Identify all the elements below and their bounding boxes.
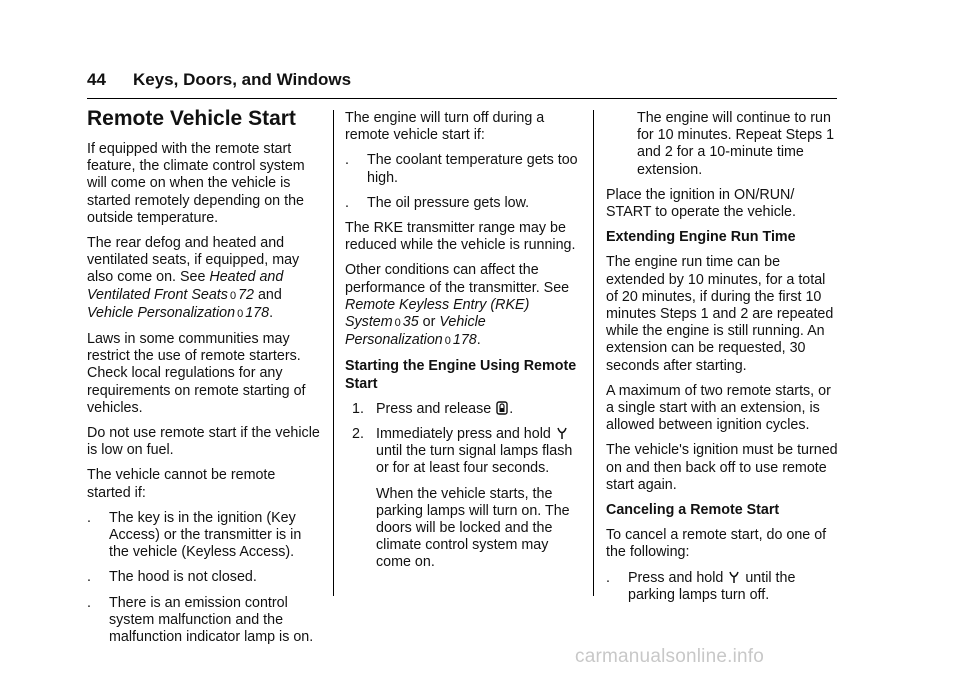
page-ref-icon: 0 xyxy=(229,289,237,302)
watermark: carmanualsonline.info xyxy=(575,646,765,667)
paragraph: The engine will continue to run for 10 minutes. Repeat Steps 1 and 2 for a 10-minute time extension. xyxy=(637,110,835,178)
list-item: . The key is in the ignition (Key Access) or the transmitter is in the vehicle (Keyless Access). xyxy=(87,509,302,561)
page-ref[interactable]: 72 xyxy=(238,286,254,303)
paragraph: The vehicle's ignition must be turned on and then back off to use remote start again. xyxy=(606,442,838,493)
remote-start-icon xyxy=(556,426,568,440)
xref-link[interactable]: Vehicle Personalization xyxy=(345,314,486,349)
page-title: Remote Vehicle Start xyxy=(87,107,296,130)
step-number: 1. xyxy=(352,400,364,417)
paragraph: The RKE transmitter range may be reduced while the vehicle is running. xyxy=(345,220,576,254)
paragraph: If equipped with the remote start feature, the climate control system will come on when the vehicle is started remotely depending on the outside temperature. xyxy=(87,141,305,226)
page-number: 44 xyxy=(87,70,106,89)
lock-icon xyxy=(496,401,508,415)
step-item: 1. Press and release . xyxy=(352,400,514,417)
page-ref[interactable]: 35 xyxy=(402,314,419,331)
bullet-icon: . xyxy=(87,569,91,586)
paragraph: The engine will turn off during a remote vehicle start if: xyxy=(345,110,545,144)
page-header xyxy=(87,70,837,90)
subheading: Starting the Engine Using Remote Start xyxy=(345,358,577,392)
list-item: . The oil pressure gets low. xyxy=(345,194,530,211)
xref-link[interactable]: Vehicle Personalization xyxy=(87,304,236,321)
page-ref-icon: 0 xyxy=(394,317,401,330)
list-item: . The coolant temperature gets too high. xyxy=(345,152,578,186)
remote-start-icon xyxy=(728,570,740,584)
subheading: Canceling a Remote Start xyxy=(606,502,780,519)
paragraph: A maximum of two remote starts, or a single start with an extension, is allowed between ignition cycles. xyxy=(606,382,831,434)
column-divider xyxy=(333,110,334,596)
bullet-icon: . xyxy=(87,594,91,611)
bullet-icon: . xyxy=(606,569,610,586)
column-2 xyxy=(345,110,580,580)
paragraph: The engine run time can be extended by 10 minutes, for a total of 20 minutes, if during the first 10 minutes Steps 1 and 2 are repeated while the engine is still running. An extension can be requested, 30 seconds after starting. xyxy=(606,254,834,374)
list-item: . The hood is not closed. xyxy=(87,569,257,586)
column-divider xyxy=(593,110,594,596)
page-ref[interactable]: 178 xyxy=(245,304,270,321)
list-item: . There is an emission control system malfunction and the malfunction indicator lamp is on. xyxy=(87,594,314,646)
paragraph: Other conditions can affect the performance of the transmitter. See Remote Keyless Entry (RKE) System 0 35 or Vehicle Personalization 0 178. xyxy=(345,262,570,349)
paragraph: When the vehicle starts, the parking lamps will turn on. The doors will be locked and the climate control system may come on. xyxy=(376,485,570,571)
paragraph: Do not use remote start if the vehicle is low on fuel. xyxy=(87,425,320,459)
list-item: . Press and hold until the parking lamps turn off. xyxy=(606,569,796,603)
step-number: 2. xyxy=(352,426,364,443)
column-1 xyxy=(87,106,322,654)
xref-link[interactable]: Remote Keyless Entry (RKE) System xyxy=(345,296,530,331)
paragraph: Laws in some communities may restrict the use of remote starters. Check local regulations for any requirements on remote starting of vehicles. xyxy=(87,331,306,416)
bullet-icon: . xyxy=(87,509,91,526)
page-ref[interactable]: 178 xyxy=(452,332,477,349)
step-item: 2. Immediately press and hold until the turn signal lamps flash or for at least four seconds. xyxy=(352,426,573,477)
page-ref-icon: 0 xyxy=(444,335,451,348)
subheading: Extending Engine Run Time xyxy=(606,229,796,246)
paragraph: The vehicle cannot be remote started if: xyxy=(87,467,276,501)
paragraph: To cancel a remote start, do one of the following: xyxy=(606,527,827,561)
page-ref-icon: 0 xyxy=(237,307,244,320)
paragraph: Place the ignition in ON/RUN/ START to operate the vehicle. xyxy=(606,186,796,221)
bullet-icon: . xyxy=(345,194,349,211)
paragraph: The rear defog and heated and ventilated seats, if equipped, may also come on. See Heated and Ventilated Front Seats 0 72 and Vehicle Personalization 0 178. xyxy=(87,235,300,321)
section-title: Keys, Doors, and Windows xyxy=(133,70,352,89)
header-rule xyxy=(87,98,837,99)
column-3 xyxy=(606,110,841,612)
xref-link[interactable]: Heated and Ventilated Front Seats xyxy=(87,269,284,303)
bullet-icon: . xyxy=(345,152,349,169)
